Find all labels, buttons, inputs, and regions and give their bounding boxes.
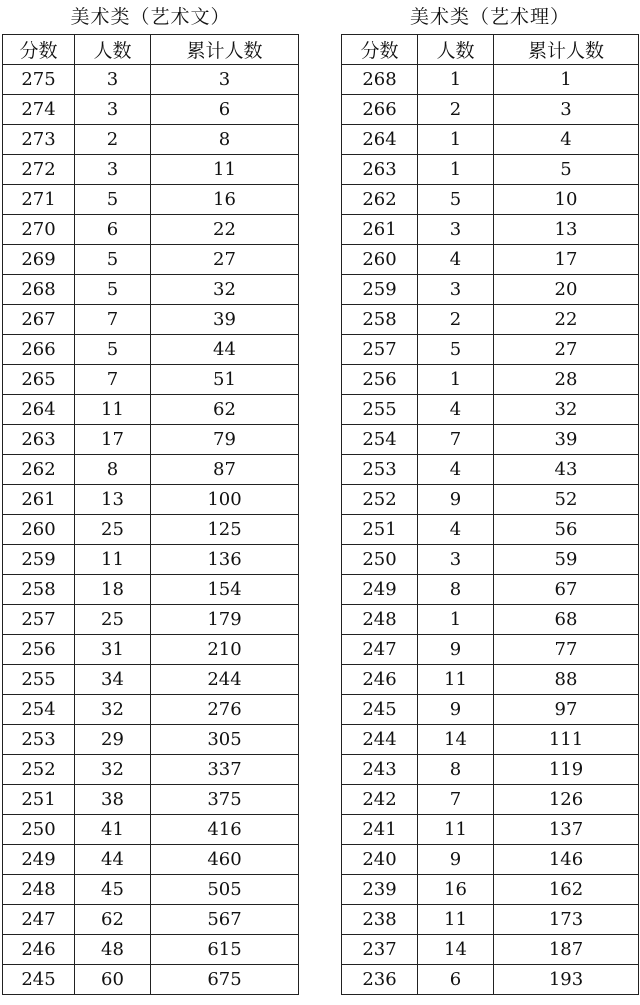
cell-cumulative: 32 bbox=[151, 275, 299, 305]
table-row bbox=[342, 425, 639, 455]
cell-cumulative: 17 bbox=[494, 245, 639, 275]
cell-count: 25 bbox=[75, 515, 151, 545]
cell-cumulative: 44 bbox=[151, 335, 299, 365]
cell-score: 251 bbox=[3, 785, 75, 815]
table-row bbox=[3, 755, 299, 785]
cell-count: 11 bbox=[418, 905, 494, 935]
cell-cumulative: 6 bbox=[151, 95, 299, 125]
cell-cumulative: 3 bbox=[494, 95, 639, 125]
cell-score: 274 bbox=[3, 95, 75, 125]
cell-cumulative: 20 bbox=[494, 275, 639, 305]
cell-score: 250 bbox=[342, 545, 418, 575]
cell-score: 239 bbox=[342, 875, 418, 905]
cell-score: 250 bbox=[3, 815, 75, 845]
cell-cumulative: 505 bbox=[151, 875, 299, 905]
cell-count: 5 bbox=[75, 275, 151, 305]
cell-cumulative: 5 bbox=[494, 155, 639, 185]
cell-score: 255 bbox=[342, 395, 418, 425]
table-row bbox=[342, 455, 639, 485]
table-row bbox=[342, 545, 639, 575]
cell-count: 3 bbox=[418, 545, 494, 575]
table-row bbox=[3, 545, 299, 575]
cell-count: 3 bbox=[75, 155, 151, 185]
cell-count: 4 bbox=[418, 395, 494, 425]
cell-score: 268 bbox=[3, 275, 75, 305]
table-row bbox=[3, 815, 299, 845]
cell-cumulative: 8 bbox=[151, 125, 299, 155]
table-row bbox=[342, 875, 639, 905]
table-row bbox=[342, 155, 639, 185]
header-score: 分数 bbox=[3, 35, 75, 65]
table-row bbox=[3, 935, 299, 965]
cell-score: 252 bbox=[3, 755, 75, 785]
table-row bbox=[3, 65, 299, 95]
cell-cumulative: 22 bbox=[151, 215, 299, 245]
cell-score: 266 bbox=[3, 335, 75, 365]
cell-cumulative: 67 bbox=[494, 575, 639, 605]
table-row bbox=[342, 905, 639, 935]
cell-cumulative: 4 bbox=[494, 125, 639, 155]
cell-score: 254 bbox=[342, 425, 418, 455]
cell-count: 18 bbox=[75, 575, 151, 605]
art-science-score-table bbox=[341, 34, 639, 995]
cell-score: 257 bbox=[3, 605, 75, 635]
table-row bbox=[3, 695, 299, 725]
cell-count: 11 bbox=[75, 395, 151, 425]
cell-score: 273 bbox=[3, 125, 75, 155]
table-row bbox=[342, 215, 639, 245]
cell-count: 7 bbox=[418, 785, 494, 815]
table-row bbox=[342, 515, 639, 545]
cell-cumulative: 100 bbox=[151, 485, 299, 515]
cell-cumulative: 59 bbox=[494, 545, 639, 575]
table-row bbox=[3, 905, 299, 935]
cell-count: 5 bbox=[418, 185, 494, 215]
cell-score: 240 bbox=[342, 845, 418, 875]
table-row bbox=[342, 245, 639, 275]
table-row bbox=[3, 125, 299, 155]
cell-cumulative: 28 bbox=[494, 365, 639, 395]
cell-count: 7 bbox=[418, 425, 494, 455]
art-liberal-score-table bbox=[2, 34, 299, 995]
cell-score: 247 bbox=[3, 905, 75, 935]
cell-score: 246 bbox=[3, 935, 75, 965]
cell-count: 3 bbox=[418, 215, 494, 245]
cell-score: 259 bbox=[342, 275, 418, 305]
cell-score: 251 bbox=[342, 515, 418, 545]
cell-cumulative: 39 bbox=[494, 425, 639, 455]
cell-score: 249 bbox=[342, 575, 418, 605]
table-row bbox=[342, 785, 639, 815]
cell-score: 247 bbox=[342, 635, 418, 665]
table-row bbox=[3, 395, 299, 425]
cell-count: 6 bbox=[418, 965, 494, 995]
table-row bbox=[342, 935, 639, 965]
cell-cumulative: 173 bbox=[494, 905, 639, 935]
cell-cumulative: 16 bbox=[151, 185, 299, 215]
cell-cumulative: 179 bbox=[151, 605, 299, 635]
cell-count: 38 bbox=[75, 785, 151, 815]
table-row bbox=[3, 275, 299, 305]
cell-score: 263 bbox=[3, 425, 75, 455]
table-row bbox=[3, 635, 299, 665]
cell-cumulative: 305 bbox=[151, 725, 299, 755]
cell-count: 9 bbox=[418, 635, 494, 665]
table-row bbox=[342, 125, 639, 155]
art-liberal-panel bbox=[2, 0, 299, 995]
cell-score: 257 bbox=[342, 335, 418, 365]
table-row bbox=[3, 605, 299, 635]
cell-cumulative: 11 bbox=[151, 155, 299, 185]
cell-count: 62 bbox=[75, 905, 151, 935]
table-row bbox=[3, 455, 299, 485]
cell-count: 32 bbox=[75, 695, 151, 725]
cell-count: 13 bbox=[75, 485, 151, 515]
cell-cumulative: 136 bbox=[151, 545, 299, 575]
cell-cumulative: 111 bbox=[494, 725, 639, 755]
cell-score: 243 bbox=[342, 755, 418, 785]
cell-score: 254 bbox=[3, 695, 75, 725]
cell-cumulative: 137 bbox=[494, 815, 639, 845]
cell-cumulative: 87 bbox=[151, 455, 299, 485]
cell-count: 17 bbox=[75, 425, 151, 455]
cell-score: 258 bbox=[342, 305, 418, 335]
cell-score: 272 bbox=[3, 155, 75, 185]
cell-score: 268 bbox=[342, 65, 418, 95]
table-row bbox=[342, 965, 639, 995]
cell-score: 241 bbox=[342, 815, 418, 845]
cell-count: 2 bbox=[75, 125, 151, 155]
table-row bbox=[3, 335, 299, 365]
cell-cumulative: 32 bbox=[494, 395, 639, 425]
cell-count: 5 bbox=[418, 335, 494, 365]
cell-score: 256 bbox=[3, 635, 75, 665]
cell-score: 253 bbox=[3, 725, 75, 755]
table-row bbox=[3, 485, 299, 515]
cell-cumulative: 97 bbox=[494, 695, 639, 725]
cell-count: 7 bbox=[75, 305, 151, 335]
cell-count: 1 bbox=[418, 65, 494, 95]
cell-score: 256 bbox=[342, 365, 418, 395]
table-row bbox=[3, 575, 299, 605]
cell-count: 31 bbox=[75, 635, 151, 665]
cell-score: 269 bbox=[3, 245, 75, 275]
cell-cumulative: 52 bbox=[494, 485, 639, 515]
header-count: 人数 bbox=[75, 35, 151, 65]
table-row bbox=[3, 155, 299, 185]
cell-score: 253 bbox=[342, 455, 418, 485]
cell-score: 258 bbox=[3, 575, 75, 605]
cell-count: 7 bbox=[75, 365, 151, 395]
cell-cumulative: 27 bbox=[151, 245, 299, 275]
cell-score: 267 bbox=[3, 305, 75, 335]
cell-score: 264 bbox=[3, 395, 75, 425]
cell-count: 3 bbox=[418, 275, 494, 305]
cell-cumulative: 146 bbox=[494, 845, 639, 875]
cell-cumulative: 276 bbox=[151, 695, 299, 725]
cell-count: 3 bbox=[75, 95, 151, 125]
cell-count: 32 bbox=[75, 755, 151, 785]
cell-cumulative: 10 bbox=[494, 185, 639, 215]
cell-cumulative: 675 bbox=[151, 965, 299, 995]
table-row bbox=[3, 425, 299, 455]
cell-cumulative: 88 bbox=[494, 665, 639, 695]
cell-count: 2 bbox=[418, 95, 494, 125]
table-row bbox=[342, 755, 639, 785]
table-row bbox=[3, 665, 299, 695]
cell-cumulative: 13 bbox=[494, 215, 639, 245]
cell-score: 245 bbox=[3, 965, 75, 995]
table-row bbox=[3, 845, 299, 875]
cell-cumulative: 187 bbox=[494, 935, 639, 965]
cell-score: 259 bbox=[3, 545, 75, 575]
cell-cumulative: 154 bbox=[151, 575, 299, 605]
cell-score: 261 bbox=[3, 485, 75, 515]
cell-count: 1 bbox=[418, 605, 494, 635]
header-cumulative: 累计人数 bbox=[494, 35, 639, 65]
table-row bbox=[3, 305, 299, 335]
cell-cumulative: 125 bbox=[151, 515, 299, 545]
cell-count: 8 bbox=[418, 575, 494, 605]
art-science-panel bbox=[341, 0, 639, 995]
cell-count: 16 bbox=[418, 875, 494, 905]
cell-count: 29 bbox=[75, 725, 151, 755]
cell-cumulative: 244 bbox=[151, 665, 299, 695]
table-row bbox=[342, 185, 639, 215]
cell-count: 9 bbox=[418, 485, 494, 515]
table-row bbox=[342, 365, 639, 395]
cell-score: 246 bbox=[342, 665, 418, 695]
table-header-row bbox=[3, 35, 299, 65]
cell-count: 4 bbox=[418, 245, 494, 275]
cell-score: 244 bbox=[342, 725, 418, 755]
cell-count: 2 bbox=[418, 305, 494, 335]
cell-cumulative: 162 bbox=[494, 875, 639, 905]
cell-score: 255 bbox=[3, 665, 75, 695]
cell-count: 5 bbox=[75, 335, 151, 365]
table-row bbox=[342, 845, 639, 875]
cell-count: 3 bbox=[75, 65, 151, 95]
cell-cumulative: 460 bbox=[151, 845, 299, 875]
table-row bbox=[342, 635, 639, 665]
cell-cumulative: 1 bbox=[494, 65, 639, 95]
table-row bbox=[342, 725, 639, 755]
cell-score: 260 bbox=[342, 245, 418, 275]
cell-count: 44 bbox=[75, 845, 151, 875]
table-row bbox=[3, 245, 299, 275]
cell-score: 265 bbox=[3, 365, 75, 395]
table-row bbox=[342, 395, 639, 425]
table-row bbox=[342, 695, 639, 725]
cell-count: 6 bbox=[75, 215, 151, 245]
table-row bbox=[3, 515, 299, 545]
cell-score: 236 bbox=[342, 965, 418, 995]
table-row bbox=[3, 95, 299, 125]
table-header-row bbox=[342, 35, 639, 65]
cell-score: 237 bbox=[342, 935, 418, 965]
cell-score: 271 bbox=[3, 185, 75, 215]
cell-score: 262 bbox=[342, 185, 418, 215]
table-row bbox=[3, 215, 299, 245]
table-row bbox=[3, 725, 299, 755]
cell-cumulative: 51 bbox=[151, 365, 299, 395]
art-liberal-title: 美术类（艺术文） bbox=[70, 6, 231, 28]
cell-score: 275 bbox=[3, 65, 75, 95]
cell-count: 5 bbox=[75, 245, 151, 275]
cell-score: 266 bbox=[342, 95, 418, 125]
cell-cumulative: 43 bbox=[494, 455, 639, 485]
table-row bbox=[342, 815, 639, 845]
table-row bbox=[3, 185, 299, 215]
cell-cumulative: 68 bbox=[494, 605, 639, 635]
cell-cumulative: 62 bbox=[151, 395, 299, 425]
art-science-title: 美术类（艺术理） bbox=[409, 6, 570, 28]
cell-count: 9 bbox=[418, 695, 494, 725]
cell-count: 41 bbox=[75, 815, 151, 845]
cell-count: 34 bbox=[75, 665, 151, 695]
table-row bbox=[342, 65, 639, 95]
cell-count: 14 bbox=[418, 725, 494, 755]
cell-count: 4 bbox=[418, 515, 494, 545]
cell-count: 48 bbox=[75, 935, 151, 965]
cell-count: 45 bbox=[75, 875, 151, 905]
cell-count: 1 bbox=[418, 155, 494, 185]
cell-cumulative: 193 bbox=[494, 965, 639, 995]
cell-score: 262 bbox=[3, 455, 75, 485]
table-row bbox=[342, 665, 639, 695]
table-row bbox=[342, 605, 639, 635]
cell-cumulative: 375 bbox=[151, 785, 299, 815]
cell-cumulative: 3 bbox=[151, 65, 299, 95]
header-count: 人数 bbox=[418, 35, 494, 65]
header-cumulative: 累计人数 bbox=[151, 35, 299, 65]
cell-cumulative: 27 bbox=[494, 335, 639, 365]
cell-count: 60 bbox=[75, 965, 151, 995]
cell-score: 248 bbox=[342, 605, 418, 635]
table-row bbox=[3, 875, 299, 905]
cell-count: 14 bbox=[418, 935, 494, 965]
cell-cumulative: 615 bbox=[151, 935, 299, 965]
cell-count: 11 bbox=[418, 665, 494, 695]
cell-score: 263 bbox=[342, 155, 418, 185]
header-score: 分数 bbox=[342, 35, 418, 65]
cell-cumulative: 119 bbox=[494, 755, 639, 785]
cell-score: 270 bbox=[3, 215, 75, 245]
cell-score: 261 bbox=[342, 215, 418, 245]
cell-cumulative: 416 bbox=[151, 815, 299, 845]
cell-score: 264 bbox=[342, 125, 418, 155]
cell-count: 11 bbox=[75, 545, 151, 575]
cell-cumulative: 126 bbox=[494, 785, 639, 815]
cell-count: 8 bbox=[418, 755, 494, 785]
cell-count: 11 bbox=[418, 815, 494, 845]
cell-cumulative: 337 bbox=[151, 755, 299, 785]
cell-cumulative: 77 bbox=[494, 635, 639, 665]
cell-cumulative: 210 bbox=[151, 635, 299, 665]
cell-count: 4 bbox=[418, 455, 494, 485]
cell-cumulative: 79 bbox=[151, 425, 299, 455]
cell-cumulative: 39 bbox=[151, 305, 299, 335]
cell-score: 249 bbox=[3, 845, 75, 875]
table-row bbox=[342, 335, 639, 365]
cell-cumulative: 567 bbox=[151, 905, 299, 935]
cell-count: 8 bbox=[75, 455, 151, 485]
cell-score: 248 bbox=[3, 875, 75, 905]
cell-cumulative: 56 bbox=[494, 515, 639, 545]
cell-count: 5 bbox=[75, 185, 151, 215]
cell-score: 252 bbox=[342, 485, 418, 515]
table-row bbox=[3, 785, 299, 815]
cell-count: 9 bbox=[418, 845, 494, 875]
table-row bbox=[342, 305, 639, 335]
table-row bbox=[342, 275, 639, 305]
cell-score: 238 bbox=[342, 905, 418, 935]
cell-count: 25 bbox=[75, 605, 151, 635]
cell-count: 1 bbox=[418, 365, 494, 395]
cell-score: 242 bbox=[342, 785, 418, 815]
table-row bbox=[3, 965, 299, 995]
cell-cumulative: 22 bbox=[494, 305, 639, 335]
table-row bbox=[3, 365, 299, 395]
table-row bbox=[342, 95, 639, 125]
cell-score: 260 bbox=[3, 515, 75, 545]
cell-count: 1 bbox=[418, 125, 494, 155]
cell-score: 245 bbox=[342, 695, 418, 725]
table-row bbox=[342, 485, 639, 515]
table-row bbox=[342, 575, 639, 605]
